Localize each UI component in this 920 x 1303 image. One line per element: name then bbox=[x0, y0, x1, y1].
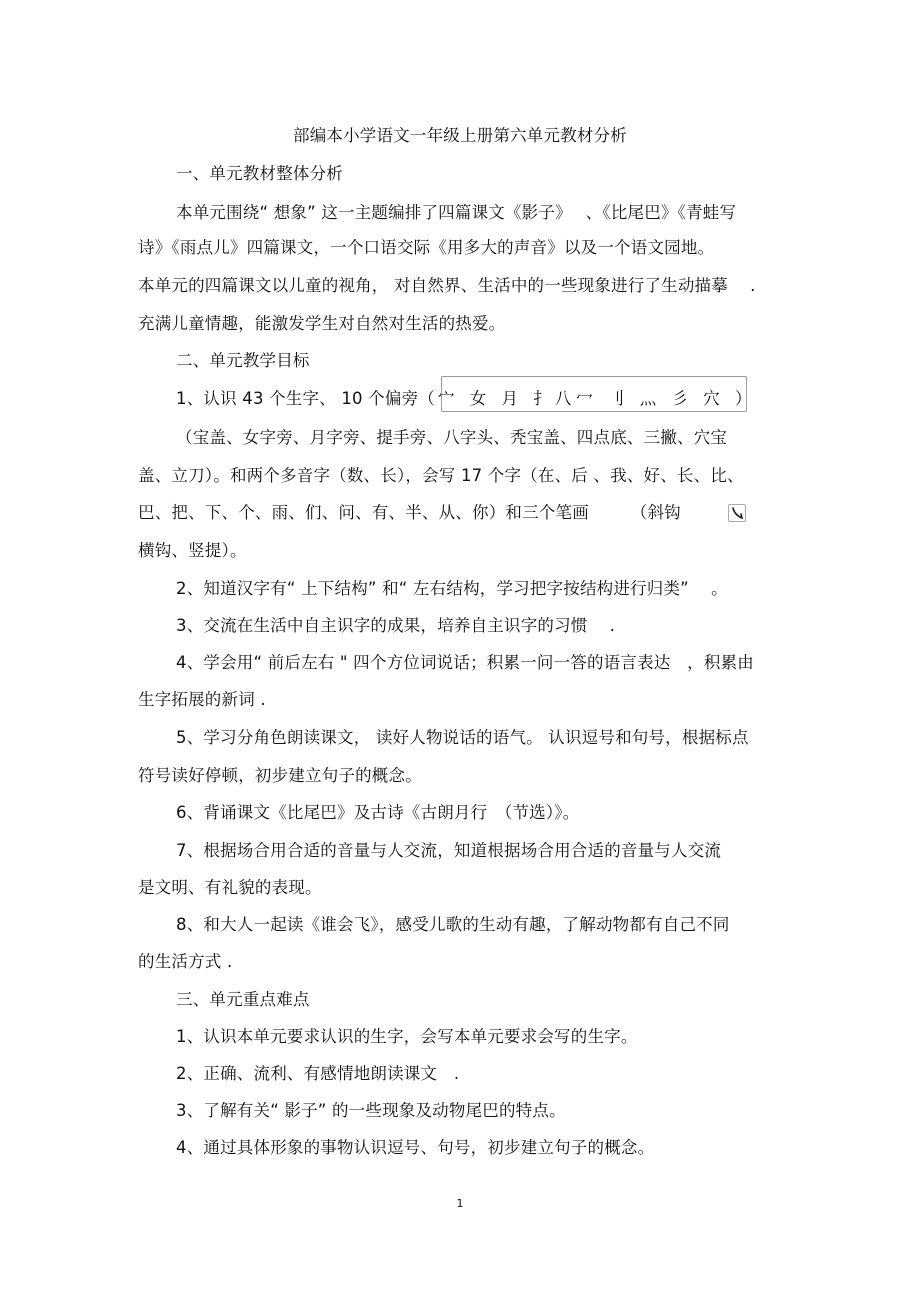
goal-6: 6、背诵课文《比尾巴》及古诗《古朗月行 （节选）》。 bbox=[176, 803, 580, 822]
key-point-2: 2、正确、流利、有感情地朗读课文 . bbox=[176, 1064, 460, 1083]
section-3-heading: 三、单元重点难点 bbox=[176, 990, 310, 1009]
stroke-hook-icon bbox=[728, 504, 746, 522]
section-1-paragraph-2-line-2: 充满儿童情趣，能激发学生对自然对生活的热爱。 bbox=[138, 314, 506, 333]
goal-1-line-1: 1、认识 43 个生字、 10 个偏旁（ bbox=[176, 389, 435, 408]
section-1-heading: 一、单元教材整体分析 bbox=[176, 164, 343, 183]
section-2-heading: 二、单元教学目标 bbox=[176, 351, 310, 370]
goal-7-line-1: 7、根据场合用合适的音量与人交流，知道根据场合用合适的音量与人交流 bbox=[176, 841, 722, 860]
goal-4-line-2: 生字拓展的新词 . bbox=[138, 690, 266, 709]
key-point-4: 4、通过具体形象的事物认识逗号、句号，初步建立句子的概念。 bbox=[176, 1138, 655, 1157]
section-1-paragraph-2-line-1: 本单元的四篇课文以儿童的视角， 对自然界、生活中的一些现象进行了生动描摹 . bbox=[138, 276, 756, 295]
goal-7-line-2: 是文明、有礼貌的表现。 bbox=[138, 878, 322, 897]
goal-1-line-4: 巴、把、下、个、雨、们、问、有、半、从、你）和三个笔画 （斜钩 bbox=[138, 503, 681, 522]
goal-1-line-2: （宝盖、女字旁、月字旁、提手旁、八字头、秃宝盖、四点底、三撇、穴宝 bbox=[176, 428, 728, 447]
goal-5-line-1: 5、学习分角色朗读课文， 读好人物说话的语气。 认识逗号和句号，根据标点 bbox=[176, 728, 749, 747]
section-1-paragraph-1-line-2: 诗》《雨点儿》四篇课文，一个口语交际《用多大的声音》以及一个语文园地。 bbox=[138, 238, 715, 257]
key-point-3: 3、了解有关“ 影子” 的一些现象及动物尾巴的特点。 bbox=[176, 1101, 566, 1120]
goal-3: 3、交流在生活中自主识字的成果，培养自主识字的习惯 . bbox=[176, 616, 616, 635]
section-1-paragraph-1-line-1: 本单元围绕“ 想象” 这一主题编排了四篇课文《影子》 、《比尾巴》《青蛙写 bbox=[176, 203, 737, 222]
goal-2: 2、知道汉字有“ 上下结构” 和“ 左右结构，学习把字按结构进行归类” 。 bbox=[176, 579, 728, 598]
goal-8-line-1: 8、和大人一起读《谁会飞》，感受儿歌的生动有趣，了解动物都有自己不同 bbox=[176, 915, 730, 934]
radicals-list: 宀 女 月 扌八冖 刂 灬 彡 穴 ） bbox=[438, 389, 757, 408]
key-point-1: 1、认识本单元要求认识的生字，会写本单元要求会写的生字。 bbox=[176, 1027, 638, 1046]
goal-4-line-1: 4、学会用“ 前后左右 " 四个方位词说话；积累一问一答的语言表达 ，积累由 bbox=[176, 653, 754, 672]
page-title: 部编本小学语文一年级上册第六单元教材分析 bbox=[293, 126, 627, 145]
goal-1-line-5: 横钩、竖提）。 bbox=[138, 541, 247, 560]
goal-1-line-3: 盖、立刀）。和两个多音字（数、长），会写 17 个字（在、后 、我、好、长、比、 bbox=[138, 466, 744, 485]
goal-5-line-2: 符号读好停顿，初步建立句子的概念。 bbox=[138, 766, 422, 785]
page-number: 1 bbox=[456, 1197, 464, 1210]
goal-8-line-2: 的生活方式 . bbox=[138, 952, 233, 971]
